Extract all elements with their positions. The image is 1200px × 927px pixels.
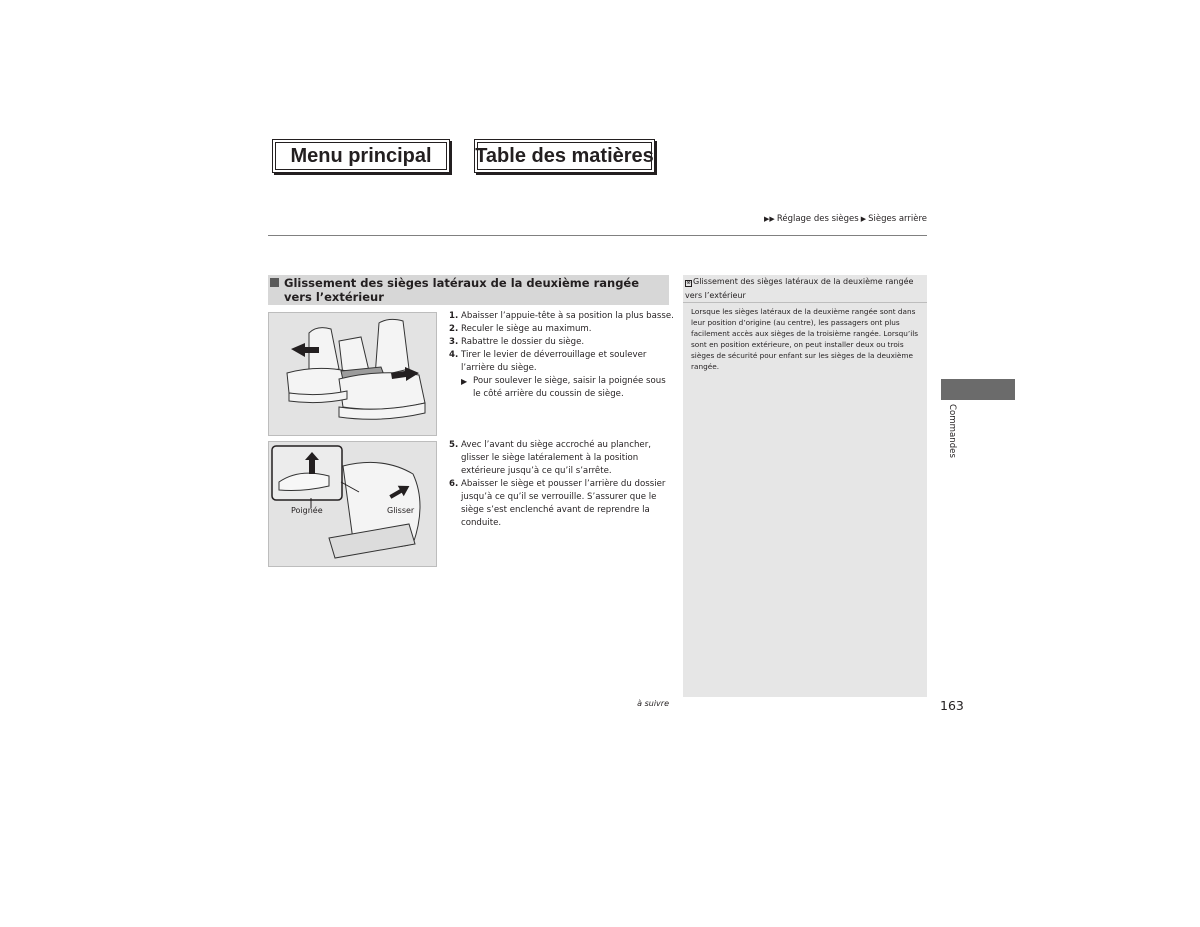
- table-of-contents-button[interactable]: [474, 139, 655, 173]
- steps-list-2: [449, 439, 674, 530]
- slide-label: Glisser: [387, 506, 415, 515]
- breadcrumb-level1[interactable]: Réglage des sièges: [776, 214, 859, 224]
- list-item: 5. Avec l’avant du siège accroché au plancher, glisser le siège latéralement à la position extérieure jusqu’à ce qu’il s’arrête.: [449, 440, 651, 476]
- button-frame: [275, 142, 447, 170]
- breadcrumb: [764, 214, 927, 224]
- chapter-tab[interactable]: [941, 379, 1015, 400]
- seat-handle-illustration: [268, 441, 437, 567]
- triangle-right-icon: ▶: [461, 377, 468, 386]
- header-divider: [268, 235, 927, 236]
- main-menu-button[interactable]: [272, 139, 450, 173]
- seats-drawing: [269, 313, 437, 436]
- section-heading: [268, 275, 669, 305]
- chapter-tab-label: Commandes: [947, 404, 957, 458]
- list-item: 6. Abaisser le siège et pousser l’arrière du dossier jusqu’à ce qu’il se verrouille. S’assurer que le siège s’est enclenché avant de reprendre la conduite.: [449, 479, 666, 528]
- toc-label: Table des matières: [475, 144, 654, 167]
- reference-icon: ⊗: [686, 280, 691, 286]
- seat-slide-illustration: [268, 312, 437, 436]
- list-item: 2. Reculer le siège au maximum.: [449, 324, 592, 334]
- sidebar-note: [683, 275, 927, 697]
- section-title: Glissement des sièges latéraux de la deuxième rangée vers l’extérieur: [284, 276, 640, 304]
- sidebar-body: Lorsque les sièges latéraux de la deuxième rangée sont dans leur position d’origine (au centre), les passagers ont plus facilement accès aux sièges de la troisième rangée. Lorsqu’ils sont en position extérieure, on peut installer deux ou trois sièges de sécurité pour enfant sur les sièges de la deuxième rangée.: [691, 307, 919, 371]
- step-note: ▶ Pour soulever le siège, saisir la poignée sous le côté arrière du coussin de siège.: [461, 376, 666, 399]
- list-item: 4. Tirer le levier de déverrouillage et soulever l’arrière du siège.: [449, 350, 647, 373]
- page-number: 163: [940, 698, 964, 713]
- handle-label: Poignée: [291, 506, 323, 515]
- triangle-right-icon: ▶▶: [764, 215, 775, 223]
- sidebar-title: ⊗ Glissement des sièges latéraux de la deuxième rangée vers l’extérieur: [683, 275, 927, 303]
- steps-list-1: [449, 310, 674, 401]
- handle-drawing: [269, 442, 437, 567]
- continued-note: à suivre: [637, 699, 669, 708]
- breadcrumb-level2[interactable]: Sièges arrière: [868, 214, 927, 224]
- main-menu-label: Menu principal: [290, 144, 432, 167]
- button-frame: [477, 142, 652, 170]
- list-item: 3. Rabattre le dossier du siège.: [449, 337, 585, 347]
- list-item: 1. Abaisser l’appuie-tête à sa position la plus basse.: [449, 311, 674, 321]
- triangle-right-icon: ▶: [860, 215, 867, 223]
- section-marker-icon: [270, 278, 279, 287]
